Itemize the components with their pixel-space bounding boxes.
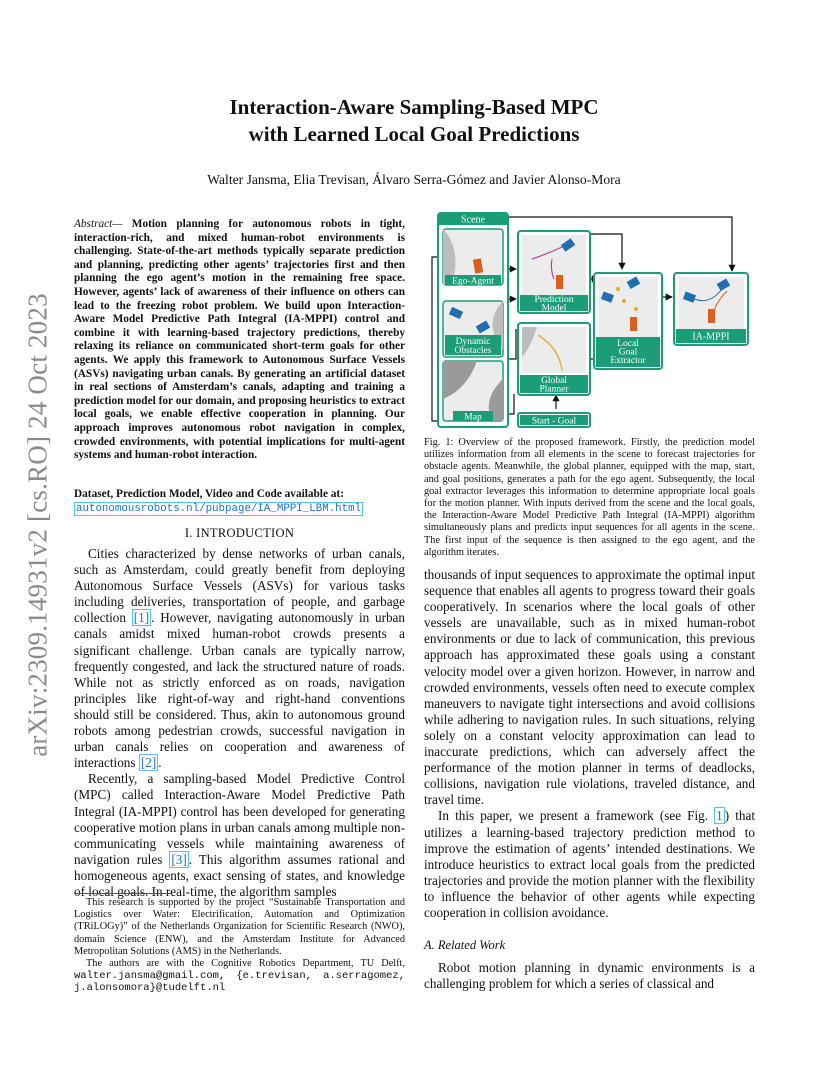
section-heading-introduction: I. INTRODUCTION xyxy=(184,526,295,540)
figure-reference[interactable]: 1 xyxy=(716,808,723,824)
citation-2[interactable]: [2] xyxy=(140,755,157,771)
label-dynamic: Dynamic xyxy=(455,337,491,347)
label-prediction: Prediction xyxy=(534,295,574,305)
label-extractor: Extractor xyxy=(610,356,646,366)
label-map: Map xyxy=(464,412,482,423)
right-paragraph-1: thousands of input sequences to approximate the optimal input sequence that enables all agents to progress toward their goals cooperatively. In scenarios where the local goals of other vessels are unavailable, such as in mixed human-robot environments or due to lack of communication, this previous approach has approximated these goals using a constant velocity model over a given horizon. However, in narrow and crowded environments, vessels often need to execute complex maneuvers to navigate tight intersections and avoid collisions while adhering to navigation rules. In such situations, relying solely on a constant velocity approximation can lead to inaccurate predictions, which can adversely affect the performance of the motion planner in terms of deadlocks, collisions, navigation rule violations, traveled distance, and travel time. xyxy=(424,567,755,808)
right-p2-text-a: In this paper, we present a framework (see Fig. xyxy=(438,808,715,824)
citation-1[interactable]: [1] xyxy=(133,610,150,626)
right-paragraph-2 xyxy=(424,808,755,921)
title-line-1: Interaction-Aware Sampling-Based MPC xyxy=(229,95,599,119)
abstract-lead: Abstract— xyxy=(74,218,123,230)
label-ego-agent: Ego-Agent xyxy=(452,276,494,287)
footnotes xyxy=(74,897,405,995)
label-planner: Planner xyxy=(539,384,569,395)
label-ia-mppi: IA-MPPI xyxy=(692,331,730,343)
citation-3[interactable]: [3] xyxy=(171,851,187,867)
introduction-body xyxy=(74,546,405,900)
intro-p1-text-b: . However, navigating autonomously in urban canals amidst mixed human-robot crowds presents a significant challenge. Urban canals are typically narrow, frequently congested, and lack the structured nature of roads. While not as strictly enforced as on roads, navigation principles like right-of-way and right-hand conventions should still be considered. Thus, akin to autonomous ground robots among pedestrian crowds, successful navigation in urban canals relies on cooperation and awareness of interactions xyxy=(74,610,406,771)
footnote-authors xyxy=(74,958,405,995)
label-scene: Scene xyxy=(461,214,485,226)
abstract xyxy=(74,218,405,463)
related-work-body xyxy=(424,960,755,992)
label-model: Model xyxy=(541,303,567,314)
footnote-emails: walter.jansma@gmail.com, {e.trevisan, a.serragomez, j.alonsomora}@tudelft.nl xyxy=(74,970,405,995)
paper-title xyxy=(100,94,728,148)
author-list: Walter Jansma, Elia Trevisan, Álvaro Serra-Gómez and Javier Alonso-Mora xyxy=(207,172,621,187)
intro-p2-text-a: Recently, a sampling-based Model Predictive Control (MPC) called Interaction-Aware Model Predictive Path Integral (IA-MPPI) control has been developed for generating cooperative motion plans in urban canals among multiple non-communicating vessels while maintaining awareness of navigation rules xyxy=(74,771,405,867)
intro-paragraph-1 xyxy=(74,546,405,771)
dataset-link[interactable]: autonomousrobots.nl/pubpage/IA_MPPI_LBM.html xyxy=(76,502,362,515)
footnote-affiliation: The authors are with the Cognitive Robotics Department, TU Delft, xyxy=(86,958,405,970)
label-local: Local xyxy=(617,339,639,349)
footnote-funding: This research is supported by the project “Sustainable Transportation and Logistics over Water: Electrification, Automation and Optimization (TRiLOGy)” of the Netherlands Organization for Scientific Research (NWO), domain Science (ENW), and the Amsterdam Institute for Advanced Metropolitan Solutions (AMS) in the Netherlands. xyxy=(74,897,405,957)
framework-figure xyxy=(422,209,752,431)
intro-p2-text-b: . This algorithm assumes rational and homogeneous agents, exact sensing of states, and knowledge of local goals. In real-time, the algorithm samples xyxy=(74,851,405,899)
label-global: Global xyxy=(541,376,567,386)
abstract-text: Motion planning for autonomous robots in tight, interaction-rich, and mixed human-robot environments is challenging. State-of-the-art methods typically separate prediction and planning, predicting other agents’ trajectories first and then planning the ego agent’s motion in the remaining free space. However, agents’ lack of awareness of their influence on others can lead to the freezing robot problem. We build upon Interaction-Aware Model Predictive Path Integral (IA-MPPI) control and combine it with learning-based trajectory predictions, thereby relaxing its reliance on communicated short-term goals for other agents. We apply this framework to Autonomous Surface Vessels (ASVs) navigating urban canals. By generating an artificial dataset in real sections of Amsterdam’s canals, adapting and training a prediction model for our domain, and proposing heuristics to extract local goals, we enable effective cooperation in planning. Our approach improves autonomous robot navigation in complex, crowded environments, with potential implications for multi-agent systems and human-robot interaction. xyxy=(74,218,405,462)
figure-caption: Fig. 1: Overview of the proposed framework. Firstly, the prediction model utilizes information from all elements in the scene to forecast trajectories for obstacle agents. Meanwhile, the global planner, equipped with the map, start, and goal positions, generates a path for the ego agent. Subsequently, the local goal extractor leverages this information to determine appropriate local goals for the motion planner. With inputs derived from the scene and the local goals, the Interaction-Aware Model Predictive Path Integral (IA-MPPI) algorithm simultaneously plans and predicts input sequences for all agents in the scene. The first input of the sequence is then assigned to the ego agent, and the algorithm iterates. xyxy=(424,437,755,558)
intro-p1-text-a: Cities characterized by dense networks of urban canals, such as Amsterdam, could greatly benefit from deploying Autonomous Surface Vessels (ASVs) for various tasks including deliveries, transportation of people, and garbage collection xyxy=(74,546,405,626)
right-column-body xyxy=(424,567,755,921)
intro-p1-text-c: . xyxy=(158,755,162,771)
arxiv-stamp xyxy=(8,290,68,760)
footnote-rule xyxy=(74,893,172,894)
intro-paragraph-2 xyxy=(74,771,405,900)
label-goal: Goal xyxy=(618,347,638,358)
arxiv-stamp-text: arXiv:2309.14931v2 [cs.RO] 24 Oct 2023 xyxy=(22,293,53,757)
title-line-2: with Learned Local Goal Predictions xyxy=(248,122,580,146)
label-obstacles: Obstacles xyxy=(454,346,492,356)
right-p2-text-b: ) that utilizes a learning-based trajectory prediction method to improve the estimation of agents’ intended destinations. We introduce heuristics to extract local goals from the predicted trajectories and provide the motion planner with the flexibility to influence the behavior of other agents while expecting cooperation in collision avoidance. xyxy=(424,808,756,920)
dataset-note xyxy=(74,488,405,516)
label-start-goal: Start - Goal xyxy=(531,416,577,427)
dataset-text: Dataset, Prediction Model, Video and Code available at: xyxy=(74,488,344,500)
related-paragraph-1: Robot motion planning in dynamic environments is a challenging problem for which a series of classical and xyxy=(424,960,755,992)
subsection-heading-related-work: A. Related Work xyxy=(424,938,506,952)
